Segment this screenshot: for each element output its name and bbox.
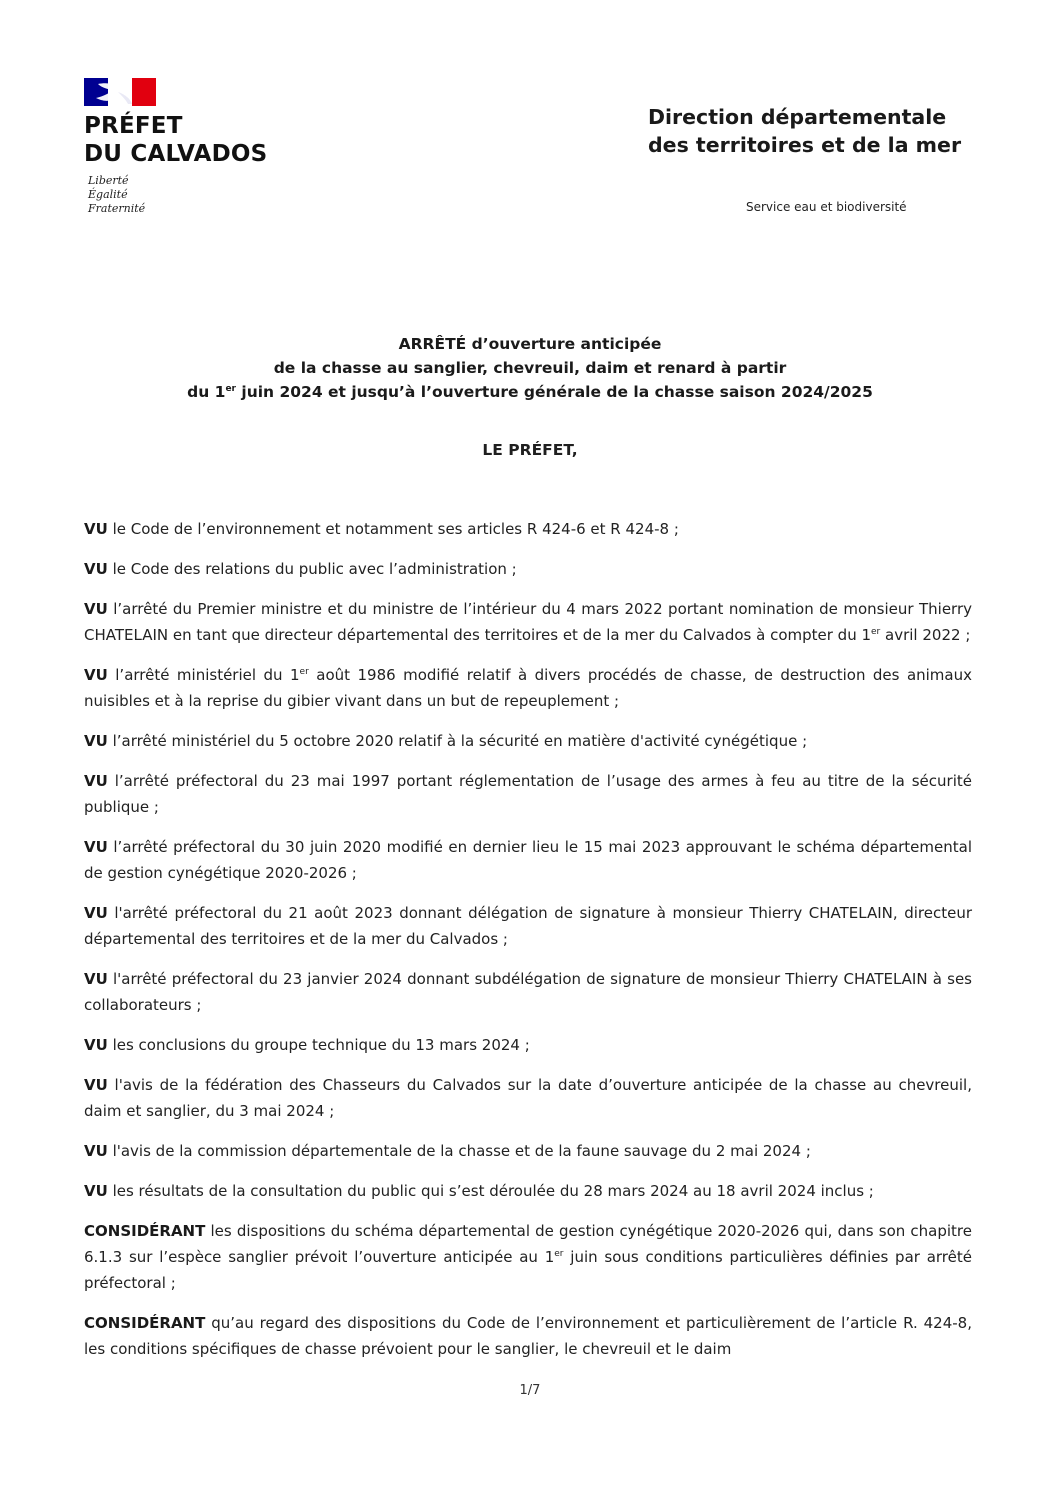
service-name: Service eau et biodiversité bbox=[746, 200, 907, 214]
direction-line-2: des territoires et de la mer bbox=[648, 133, 962, 157]
title-line-2: de la chasse au sanglier, chevreuil, daim et renard à partir bbox=[273, 359, 787, 377]
para-lead: VU bbox=[84, 1182, 108, 1200]
para-text: l'avis de la fédération des Chasseurs du Calvados sur la date d’ouverture anticipée de la chasse au chevreuil, daim et sanglier, du 3 mai 2024 ; bbox=[84, 1076, 972, 1120]
paragraph-vu-arrete-1986 bbox=[84, 662, 972, 714]
para-lead: VU bbox=[84, 772, 108, 790]
para-text: l’arrêté préfectoral du 30 juin 2020 modifié en dernier lieu le 15 mai 2023 approuvant le schéma départemental de gestion cynégétique 2020-2026 ; bbox=[84, 838, 972, 882]
para-text: le Code des relations du public avec l’administration ; bbox=[107, 560, 517, 578]
paragraph-vu-delegation bbox=[84, 900, 972, 952]
para-text: les résultats de la consultation du public qui s’est déroulée du 28 mars 2024 au 18 avril 2024 inclus ; bbox=[107, 1182, 874, 1200]
para-text: l’arrêté du Premier ministre et du ministre de l’intérieur du 4 mars 2022 portant nomination de monsieur Thierry CHATELAIN en tant que directeur départemental des territoires et de la mer du Calvados à compter du 1 bbox=[84, 600, 972, 644]
para-text: l'arrêté préfectoral du 23 janvier 2024 donnant subdélégation de signature de monsieur Thierry CHATELAIN à ses collaborateurs ; bbox=[84, 970, 972, 1014]
para-lead: VU bbox=[84, 560, 108, 578]
republic-motto bbox=[88, 174, 324, 216]
motto-liberte: Liberté bbox=[88, 174, 129, 187]
para-text: les conclusions du groupe technique du 13 mars 2024 ; bbox=[107, 1036, 530, 1054]
para-lead: VU bbox=[84, 1036, 108, 1054]
paragraph-vu-commission bbox=[84, 1138, 972, 1164]
marianne-flag-icon bbox=[84, 78, 156, 106]
para-text: l’arrêté ministériel du 1 bbox=[107, 666, 300, 684]
para-lead: VU bbox=[84, 904, 108, 922]
page-number: 1/7 bbox=[519, 1383, 541, 1398]
prefet-line-2: DU CALVADOS bbox=[84, 141, 268, 167]
para-text: qu’au regard des dispositions du Code de l’environnement et particulièrement de l’article R. 424-8, les conditions spécifiques de chasse prévoient pour le sanglier, le chevreuil et le daim bbox=[84, 1314, 972, 1358]
motto-egalite: Égalité bbox=[88, 188, 128, 201]
paragraph-vu-groupe-technique bbox=[84, 1032, 972, 1058]
para-text: l'arrêté préfectoral du 21 août 2023 donnant délégation de signature à monsieur Thierry CHATELAIN, directeur départemental des territoires et de la mer du Calvados ; bbox=[84, 904, 972, 948]
para-text: l’arrêté ministériel du 5 octobre 2020 relatif à la sécurité en matière d'activité cynégétique ; bbox=[107, 732, 808, 750]
paragraph-vu-code-relations bbox=[84, 556, 972, 582]
direction-line-1: Direction départementale bbox=[648, 105, 947, 129]
motto-fraternite: Fraternité bbox=[88, 202, 146, 215]
paragraph-vu-code-env bbox=[84, 516, 972, 542]
para-tail: juin sous conditions particulières définies par arrêté préfectoral ; bbox=[84, 1248, 972, 1292]
paragraph-vu-arrete-1997 bbox=[84, 768, 972, 820]
para-text: le Code de l’environnement et notamment ses articles R 424-6 et R 424-8 ; bbox=[107, 520, 679, 538]
paragraph-vu-federation bbox=[84, 1072, 972, 1124]
para-text: les dispositions du schéma départemental de gestion cynégétique 2020-2026 qui, dans son chapitre 6.1.3 sur l’espèce sanglier prévoit l’ouverture anticipée au 1 bbox=[84, 1222, 972, 1266]
para-sup: er bbox=[299, 667, 309, 677]
title-line-3-start: du 1 bbox=[187, 383, 226, 401]
direction-heading bbox=[648, 103, 988, 159]
title-line-3 bbox=[80, 380, 980, 404]
para-lead: CONSIDÉRANT bbox=[84, 1222, 206, 1240]
para-lead: VU bbox=[84, 520, 108, 538]
prefecture-logo bbox=[84, 78, 324, 216]
para-lead: VU bbox=[84, 666, 108, 684]
paragraph-vu-nomination bbox=[84, 596, 972, 648]
para-lead: VU bbox=[84, 732, 108, 750]
para-sup: er bbox=[554, 1249, 564, 1259]
title-line-3-end: juin 2024 et jusqu’à l’ouverture générale de la chasse saison 2024/2025 bbox=[235, 383, 873, 401]
para-text: l'avis de la commission départementale de la chasse et de la faune sauvage du 2 mai 2024 ; bbox=[107, 1142, 811, 1160]
para-lead: VU bbox=[84, 970, 108, 988]
document-title bbox=[80, 332, 980, 404]
para-tail: août 1986 modifié relatif à divers procédés de chasse, de destruction des animaux nuisibles et à la reprise du gibier vivant dans un but de repeuplement ; bbox=[84, 666, 972, 710]
title-line-1: ARRÊTÉ d’ouverture anticipée bbox=[398, 335, 662, 353]
para-lead: CONSIDÉRANT bbox=[84, 1314, 206, 1332]
paragraph-considerant-schema bbox=[84, 1218, 972, 1296]
prefet-line-1: PRÉFET bbox=[84, 113, 183, 139]
le-prefet-heading: LE PRÉFET, bbox=[482, 441, 578, 459]
title-line-3-sup: er bbox=[225, 384, 236, 394]
para-sup: er bbox=[871, 627, 881, 637]
paragraph-vu-subdelegation bbox=[84, 966, 972, 1018]
para-text: l’arrêté préfectoral du 23 mai 1997 portant réglementation de l’usage des armes à feu au titre de la sécurité publique ; bbox=[84, 772, 972, 816]
prefet-title bbox=[84, 112, 324, 168]
para-lead: VU bbox=[84, 1142, 108, 1160]
para-lead: VU bbox=[84, 600, 108, 618]
paragraph-vu-arrete-2020 bbox=[84, 728, 972, 754]
paragraph-considerant-code bbox=[84, 1310, 972, 1362]
paragraph-vu-schema bbox=[84, 834, 972, 886]
para-lead: VU bbox=[84, 838, 108, 856]
para-lead: VU bbox=[84, 1076, 108, 1094]
paragraph-vu-consultation bbox=[84, 1178, 972, 1204]
document-body bbox=[84, 516, 972, 1376]
para-tail: avril 2022 ; bbox=[880, 626, 971, 644]
